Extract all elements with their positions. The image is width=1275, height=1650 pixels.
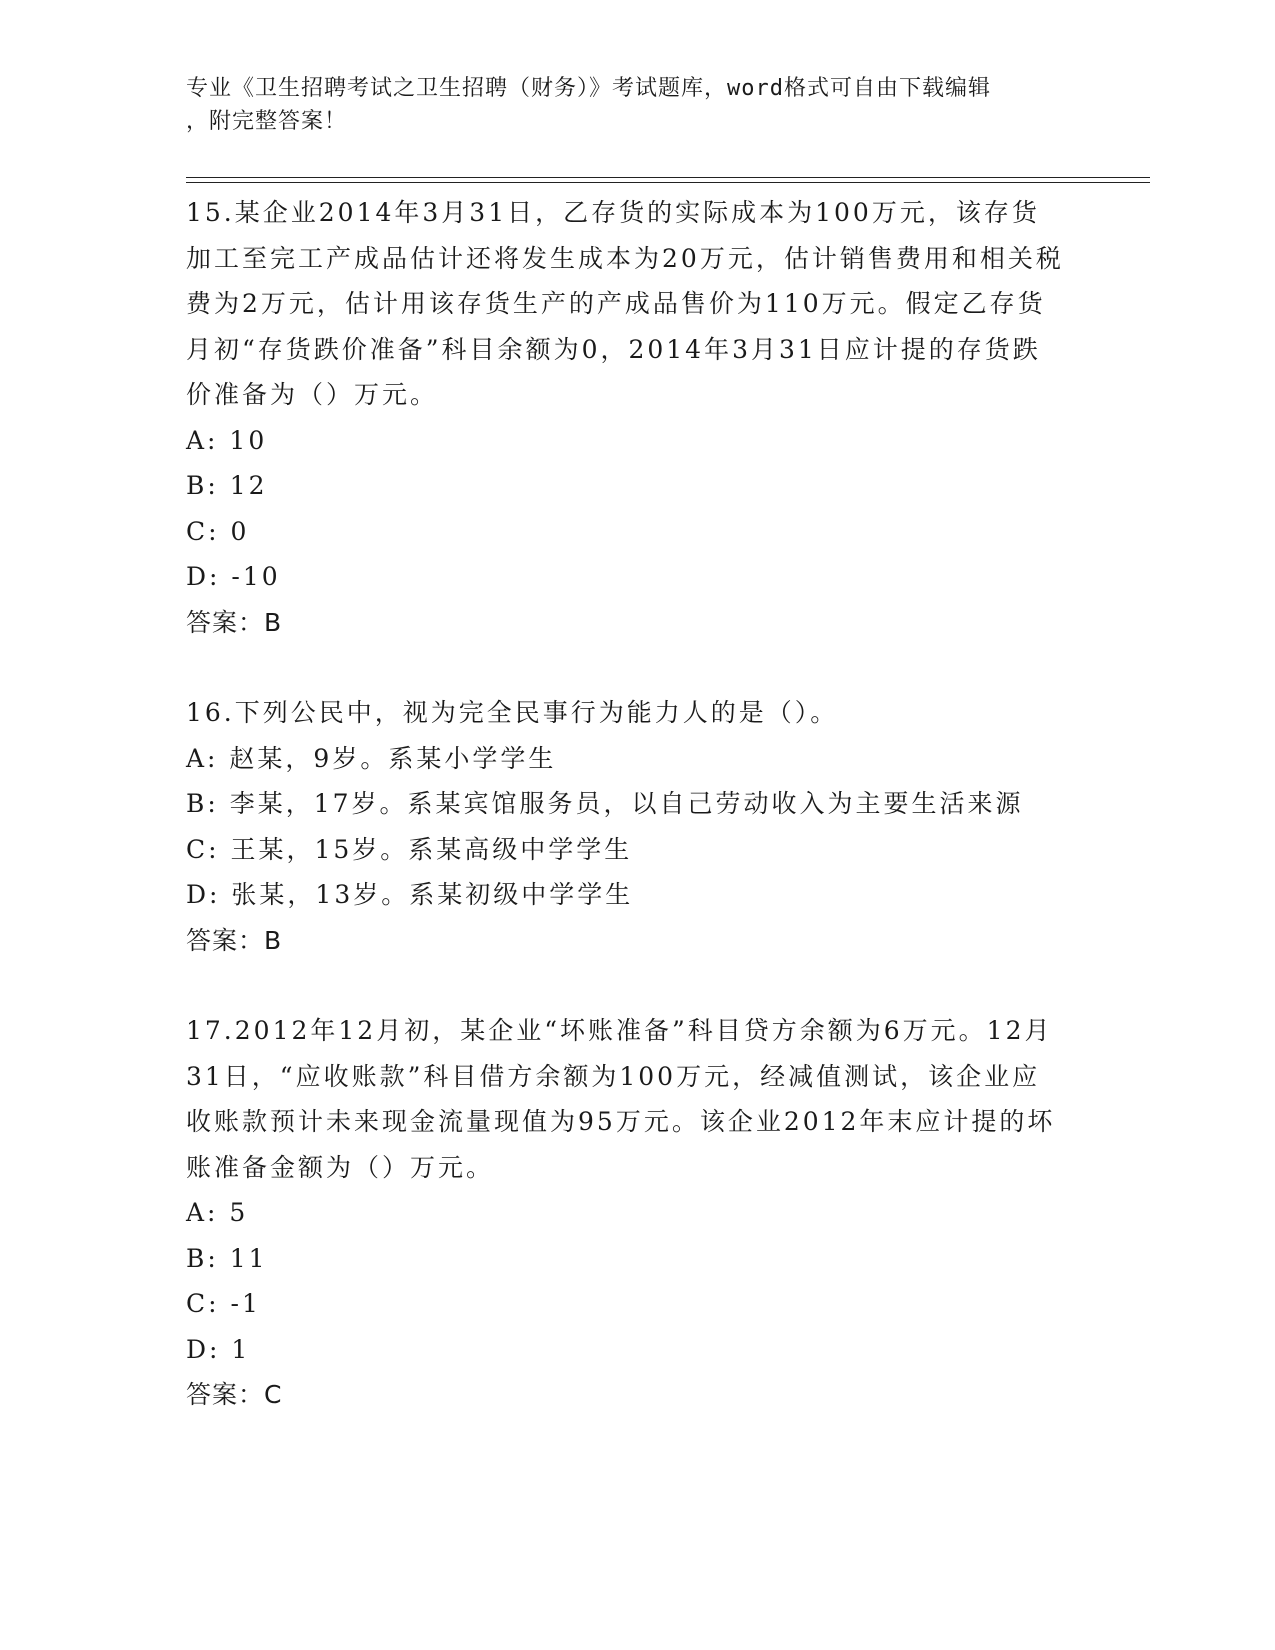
option-b: B: 李某，17岁。系某宾馆服务员，以自己劳动收入为主要生活来源 bbox=[186, 789, 1024, 818]
option-d: D: 张某，13岁。系某初级中学学生 bbox=[186, 880, 634, 909]
header-divider-bottom bbox=[186, 182, 1150, 183]
answer-line: 答案：C bbox=[186, 1380, 283, 1409]
answer-line: 答案：B bbox=[186, 925, 283, 955]
option-a: A: 5 bbox=[186, 1198, 249, 1227]
document-header: 专业《卫生招聘考试之卫生招聘（财务）》考试题库，word格式可自由下载编辑 ，附完整答案！ bbox=[186, 76, 991, 134]
header-divider-top bbox=[186, 177, 1150, 178]
question-15 bbox=[186, 190, 1066, 645]
option-c: C: 0 bbox=[186, 516, 250, 546]
option-d: D: 1 bbox=[186, 1334, 251, 1364]
option-a: A: 赵某，9岁。系某小学学生 bbox=[186, 743, 557, 773]
option-b: B: 12 bbox=[186, 471, 268, 500]
option-c: C: 王某，15岁。系某高级中学学生 bbox=[186, 834, 633, 864]
option-c: C: -1 bbox=[186, 1289, 261, 1318]
option-d: D: -10 bbox=[186, 562, 281, 591]
question-stem: 15.某企业2014年3月31日，乙存货的实际成本为100万元，该存货加工至完工产成品估计还将发生成本为20万元，估计销售费用和相关税费为2万元，估计用该存货生产的产成品售价为110万元。假定乙存货月初“存货跌价准备”科目余额为0，2014年3月31日应计提的存货跌价准备为（）万元。 bbox=[186, 198, 1064, 409]
answer-line: 答案：B bbox=[186, 607, 283, 637]
option-b: B: 11 bbox=[186, 1243, 268, 1273]
option-a: A: 10 bbox=[186, 425, 268, 455]
question-stem: 17.2012年12月初，某企业“坏账准备”科目贷方余额为6万元。12月31日，“应收账款”科目借方余额为100万元，经减值测试，该企业应收账款预计未来现金流量现值为95万元。该企业2012年末应计提的坏账准备金额为（）万元。 bbox=[186, 1016, 1056, 1182]
question-stem: 16.下列公民中，视为完全民事行为能力人的是（）。 bbox=[186, 698, 839, 727]
question-16 bbox=[186, 690, 1066, 963]
question-17 bbox=[186, 1008, 1066, 1418]
question-list bbox=[186, 190, 1066, 1463]
